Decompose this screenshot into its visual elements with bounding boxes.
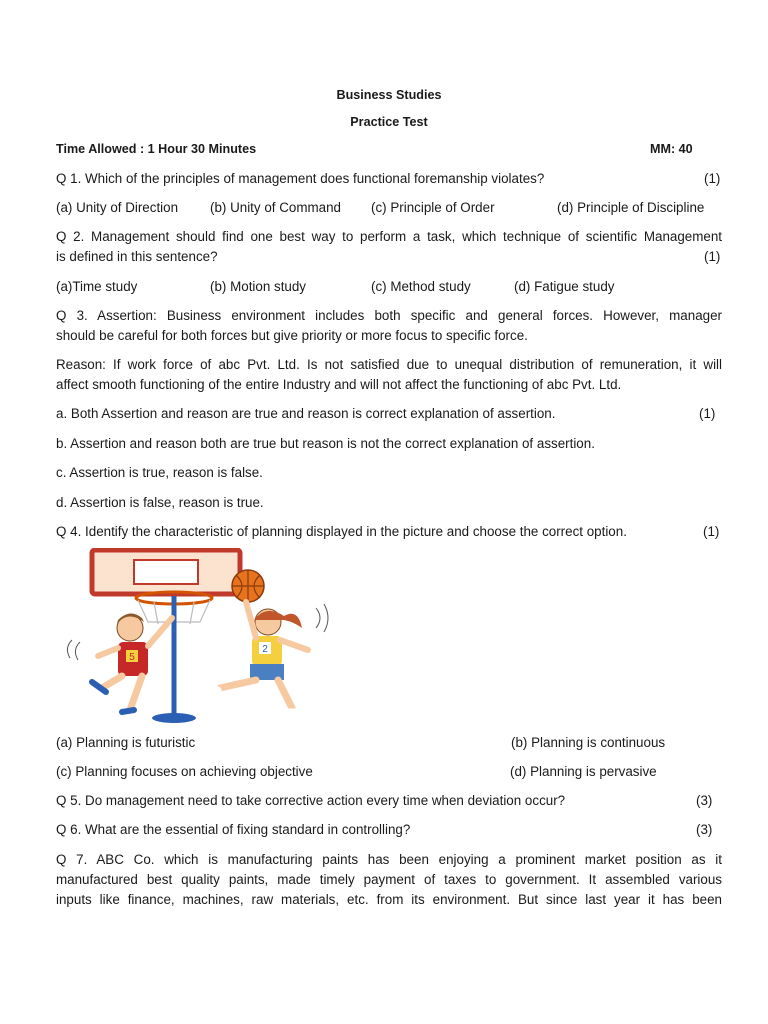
q3-marks: (1)	[699, 406, 716, 421]
q1-option-b: (b) Unity of Command	[210, 200, 341, 215]
q2-option-a: (a)Time study	[56, 279, 138, 294]
q3-option-d: d. Assertion is false, reason is true.	[56, 495, 264, 510]
test-title: Practice Test	[350, 115, 428, 129]
q5-text: Q 5. Do management need to take corrective action every time when deviation occur?	[56, 793, 566, 808]
q2-option-b: (b) Motion study	[210, 279, 307, 294]
q2-line1: Q 2. Management should find one best way to perform a task, which technique of scientific Management	[56, 229, 722, 244]
q4-marks: (1)	[703, 524, 720, 539]
q4-option-b: (b) Planning is continuous	[511, 735, 666, 750]
subject-title: Business Studies	[336, 88, 442, 102]
q4-option-d: (d) Planning is pervasive	[510, 764, 657, 779]
jersey-number-left: 5	[129, 652, 135, 663]
q2-option-c: (c) Method study	[371, 279, 471, 294]
q7-line2: manufactured best quality paints, made timely payment of taxes to government. It assembled various	[56, 872, 722, 887]
q7-line1: Q 7. ABC Co. which is manufacturing paints has been enjoying a prominent market position as it	[56, 852, 722, 867]
q3-option-a: a. Both Assertion and reason are true and reason is correct explanation of assertion.	[56, 406, 556, 421]
q2-line2: is defined in this sentence?	[56, 249, 218, 264]
time-allowed: Time Allowed : 1 Hour 30 Minutes	[56, 142, 257, 156]
q6-marks: (3)	[696, 822, 713, 837]
q1-option-d: (d) Principle of Discipline	[557, 200, 705, 215]
q5-marks: (3)	[696, 793, 713, 808]
q4-text: Q 4. Identify the characteristic of planning displayed in the picture and choose the correct option.	[56, 524, 627, 539]
q1-option-a: (a) Unity of Direction	[56, 200, 179, 215]
q2-marks: (1)	[704, 249, 721, 264]
q1-text: Q 1. Which of the principles of management does functional foremanship violates?	[56, 171, 545, 186]
q1-option-c: (c) Principle of Order	[371, 200, 495, 215]
q7-line3: inputs like finance, machines, raw materials, etc. from its environment. But since last year it has been	[56, 892, 722, 907]
q2-option-d: (d) Fatigue study	[514, 279, 615, 294]
jersey-number-right: 2	[262, 644, 268, 655]
q3-option-c: c. Assertion is true, reason is false.	[56, 465, 263, 480]
basketball-illustration	[62, 548, 334, 724]
q3-option-b: b. Assertion and reason both are true but reason is not the correct explanation of assertion.	[56, 436, 595, 451]
q1-marks: (1)	[704, 171, 721, 186]
q3-assertion-line2: should be careful for both forces but give priority or more focus to specific force.	[56, 328, 528, 343]
q3-assertion-line1: Q 3. Assertion: Business environment includes both specific and general forces. However, manager	[56, 308, 722, 323]
q4-option-a: (a) Planning is futuristic	[56, 735, 196, 750]
q6-text: Q 6. What are the essential of fixing standard in controlling?	[56, 822, 411, 837]
q3-reason-line2: affect smooth functioning of the entire Industry and will not affect the functioning of abc Pvt. Ltd.	[56, 377, 622, 392]
q4-option-c: (c) Planning focuses on achieving objective	[56, 764, 313, 779]
max-marks: MM: 40	[650, 142, 693, 156]
q3-reason-line1: Reason: If work force of abc Pvt. Ltd. Is not satisfied due to unequal distribution of remuneration, it will	[56, 357, 722, 372]
